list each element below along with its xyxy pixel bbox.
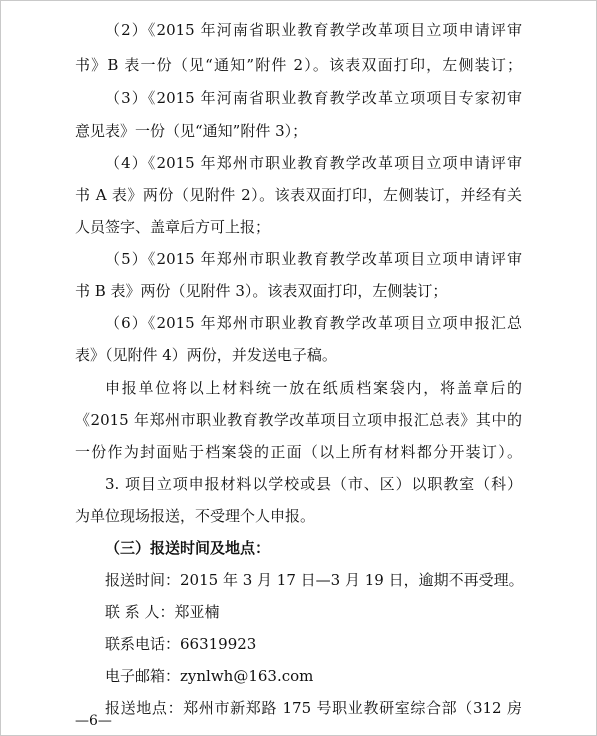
text-line-5: （4）《2015 年郑州市职业教育教学改革项目立项申请评审 bbox=[105, 154, 522, 172]
text-line-13: 《2015 年郑州市职业教育教学改革项目立项申报汇总表》其中的 bbox=[75, 411, 522, 429]
section-heading: （三）报送时间及地点： bbox=[105, 539, 271, 557]
text-line-10: （6）《2015 年郑州市职业教育教学改革项目立项申报汇总 bbox=[105, 314, 522, 332]
text-line-15: 3. 项目立项申报材料以学校或县（市、区）以职教室（科） bbox=[105, 475, 522, 493]
text-line-6: 书 A 表》两份（见附件 2）。该表双面打印，左侧装订，并经有关 bbox=[75, 186, 522, 204]
text-line-22: 报送地点：郑州市新郑路 175 号职业教研室综合部（312 房 bbox=[105, 699, 522, 717]
text-line-11: 表》（见附件 4）两份，并发送电子稿。 bbox=[75, 346, 337, 364]
text-line-8: （5）《2015 年郑州市职业教育教学改革项目立项申请评审 bbox=[105, 250, 522, 268]
text-line-12: 申报单位将以上材料统一放在纸质档案袋内，将盖章后的 bbox=[105, 379, 522, 397]
text-line-3: （3）《2015 年河南省职业教育教学改革立项项目专家初审 bbox=[105, 89, 522, 107]
text-line-9: 书 B 表》两份（见附件 3）。该表双面打印，左侧装订； bbox=[75, 282, 448, 300]
text-line-2: 书》B 表一份（见“通知”附件 2）。该表双面打印，左侧装订； bbox=[75, 56, 522, 74]
text-line-16: 为单位现场报送，不受理个人申报。 bbox=[75, 507, 316, 525]
text-line-7: 人员签字、盖章后方可上报； bbox=[75, 218, 271, 236]
text-line-21: 电子邮箱：zynlwh@163.com bbox=[105, 667, 314, 685]
text-line-14: 一份作为封面贴于档案袋的正面（以上所有材料都分开装订）。 bbox=[75, 443, 522, 461]
text-line-20: 联系电话：66319923 bbox=[105, 635, 257, 653]
text-line-18: 报送时间：2015 年 3 月 17 日—3 月 19 日，逾期不再受理。 bbox=[105, 571, 524, 589]
text-line-4: 意见表》一份（见“通知”附件 3）； bbox=[75, 122, 308, 140]
text-line-19: 联 系 人：郑亚楠 bbox=[105, 603, 220, 621]
text-line-1: （2）《2015 年河南省职业教育教学改革项目立项申请评审 bbox=[105, 21, 522, 39]
page-number: —6— bbox=[75, 713, 112, 729]
